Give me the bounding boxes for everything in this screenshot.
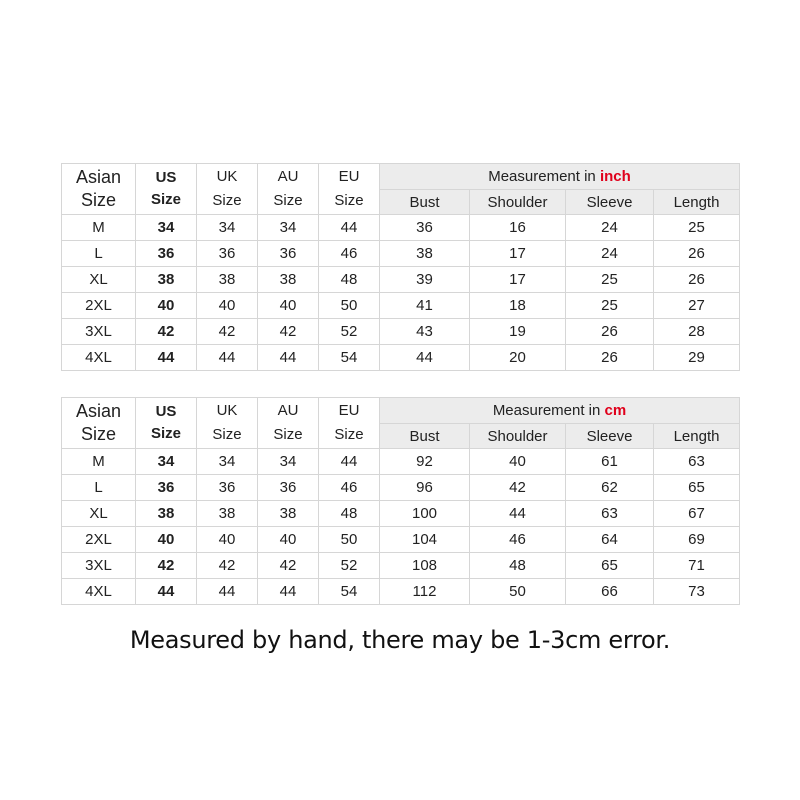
uk-cell: 38 [197, 267, 258, 293]
uk-cell: 42 [197, 319, 258, 345]
au-cell: 34 [258, 215, 319, 241]
eu-cell: 54 [319, 579, 380, 605]
table-row [62, 475, 740, 501]
sleeve-cell: 63 [566, 501, 654, 527]
length-cell: 73 [654, 579, 740, 605]
asian-cell: L [62, 241, 136, 267]
length-cell: 26 [654, 267, 740, 293]
eu-cell: 52 [319, 553, 380, 579]
bust-cell: 39 [380, 267, 470, 293]
au-size-header: AU Size [258, 164, 319, 215]
shoulder-cell: 16 [470, 215, 566, 241]
uk-cell: 38 [197, 501, 258, 527]
us-cell: 34 [136, 215, 197, 241]
shoulder-cell: 42 [470, 475, 566, 501]
bust-cell: 96 [380, 475, 470, 501]
uk-cell: 34 [197, 449, 258, 475]
asian-cell: 2XL [62, 527, 136, 553]
uk-size-header: UK Size [197, 398, 258, 449]
uk-size-header: UK Size [197, 164, 258, 215]
table-row [62, 215, 740, 241]
table-row [62, 241, 740, 267]
asian-cell: 3XL [62, 319, 136, 345]
us-cell: 42 [136, 553, 197, 579]
table-row [62, 579, 740, 605]
au-cell: 44 [258, 579, 319, 605]
measurement-unit-cm: cm [604, 402, 627, 419]
length-header: Length [654, 424, 740, 449]
au-cell: 36 [258, 241, 319, 267]
sleeve-cell: 25 [566, 293, 654, 319]
au-cell: 34 [258, 449, 319, 475]
us-cell: 38 [136, 501, 197, 527]
us-cell: 40 [136, 527, 197, 553]
us-cell: 44 [136, 579, 197, 605]
eu-cell: 44 [319, 215, 380, 241]
us-cell: 36 [136, 241, 197, 267]
length-cell: 63 [654, 449, 740, 475]
bust-cell: 38 [380, 241, 470, 267]
bust-cell: 36 [380, 215, 470, 241]
au-size-header: AU Size [258, 398, 319, 449]
shoulder-cell: 17 [470, 267, 566, 293]
asian-cell: M [62, 215, 136, 241]
table-row [62, 501, 740, 527]
asian-cell: L [62, 475, 136, 501]
us-size-header: US Size [136, 164, 197, 215]
bust-cell: 43 [380, 319, 470, 345]
table-row [62, 527, 740, 553]
us-size-header: US Size [136, 398, 197, 449]
table-row [62, 345, 740, 371]
bust-cell: 100 [380, 501, 470, 527]
bust-cell: 41 [380, 293, 470, 319]
uk-cell: 36 [197, 241, 258, 267]
us-cell: 34 [136, 449, 197, 475]
asian-cell: 4XL [62, 345, 136, 371]
bust-cell: 112 [380, 579, 470, 605]
eu-cell: 48 [319, 501, 380, 527]
shoulder-cell: 20 [470, 345, 566, 371]
au-cell: 42 [258, 553, 319, 579]
us-cell: 36 [136, 475, 197, 501]
sleeve-cell: 25 [566, 267, 654, 293]
length-cell: 28 [654, 319, 740, 345]
asian-size-header: Asian Size [62, 398, 136, 449]
table-row [62, 267, 740, 293]
measurement-title-cm: Measurement in cm [380, 398, 740, 424]
au-cell: 36 [258, 475, 319, 501]
shoulder-cell: 18 [470, 293, 566, 319]
bust-cell: 92 [380, 449, 470, 475]
length-cell: 67 [654, 501, 740, 527]
asian-cell: 4XL [62, 579, 136, 605]
shoulder-cell: 48 [470, 553, 566, 579]
length-cell: 26 [654, 241, 740, 267]
sleeve-cell: 65 [566, 553, 654, 579]
eu-size-header: EU Size [319, 164, 380, 215]
measurement-unit-inch: inch [599, 168, 631, 185]
eu-size-header: EU Size [319, 398, 380, 449]
sleeve-cell: 24 [566, 215, 654, 241]
eu-cell: 50 [319, 527, 380, 553]
length-cell: 27 [654, 293, 740, 319]
asian-cell: XL [62, 267, 136, 293]
table-row [62, 449, 740, 475]
sleeve-header: Sleeve [566, 190, 654, 215]
eu-cell: 44 [319, 449, 380, 475]
bust-cell: 44 [380, 345, 470, 371]
asian-cell: XL [62, 501, 136, 527]
uk-cell: 44 [197, 579, 258, 605]
bust-cell: 104 [380, 527, 470, 553]
au-cell: 42 [258, 319, 319, 345]
shoulder-header: Shoulder [470, 190, 566, 215]
eu-cell: 54 [319, 345, 380, 371]
au-cell: 40 [258, 527, 319, 553]
table-row [62, 293, 740, 319]
uk-cell: 42 [197, 553, 258, 579]
us-cell: 44 [136, 345, 197, 371]
sleeve-cell: 62 [566, 475, 654, 501]
sleeve-cell: 26 [566, 345, 654, 371]
length-cell: 69 [654, 527, 740, 553]
au-cell: 38 [258, 267, 319, 293]
asian-size-header: Asian Size [62, 164, 136, 215]
shoulder-cell: 44 [470, 501, 566, 527]
bust-header: Bust [380, 190, 470, 215]
us-cell: 42 [136, 319, 197, 345]
asian-cell: 2XL [62, 293, 136, 319]
length-cell: 29 [654, 345, 740, 371]
length-cell: 65 [654, 475, 740, 501]
sleeve-cell: 66 [566, 579, 654, 605]
sleeve-cell: 26 [566, 319, 654, 345]
shoulder-cell: 46 [470, 527, 566, 553]
length-cell: 25 [654, 215, 740, 241]
uk-cell: 40 [197, 293, 258, 319]
eu-cell: 52 [319, 319, 380, 345]
uk-cell: 44 [197, 345, 258, 371]
us-cell: 40 [136, 293, 197, 319]
shoulder-header: Shoulder [470, 424, 566, 449]
bust-header: Bust [380, 424, 470, 449]
asian-cell: M [62, 449, 136, 475]
sleeve-cell: 61 [566, 449, 654, 475]
sleeve-cell: 64 [566, 527, 654, 553]
au-cell: 38 [258, 501, 319, 527]
measurement-disclaimer: Measured by hand, there may be 1-3cm error. [129, 626, 671, 654]
size-chart-inch [61, 163, 740, 371]
au-cell: 44 [258, 345, 319, 371]
length-header: Length [654, 190, 740, 215]
asian-cell: 3XL [62, 553, 136, 579]
uk-cell: 40 [197, 527, 258, 553]
measurement-title-inch: Measurement in inch [380, 164, 740, 190]
au-cell: 40 [258, 293, 319, 319]
us-cell: 38 [136, 267, 197, 293]
uk-cell: 36 [197, 475, 258, 501]
shoulder-cell: 50 [470, 579, 566, 605]
shoulder-cell: 40 [470, 449, 566, 475]
bust-cell: 108 [380, 553, 470, 579]
sleeve-header: Sleeve [566, 424, 654, 449]
table-row [62, 319, 740, 345]
size-chart-cm [61, 397, 740, 605]
eu-cell: 46 [319, 475, 380, 501]
eu-cell: 46 [319, 241, 380, 267]
shoulder-cell: 17 [470, 241, 566, 267]
uk-cell: 34 [197, 215, 258, 241]
length-cell: 71 [654, 553, 740, 579]
eu-cell: 50 [319, 293, 380, 319]
shoulder-cell: 19 [470, 319, 566, 345]
eu-cell: 48 [319, 267, 380, 293]
sleeve-cell: 24 [566, 241, 654, 267]
table-row [62, 553, 740, 579]
